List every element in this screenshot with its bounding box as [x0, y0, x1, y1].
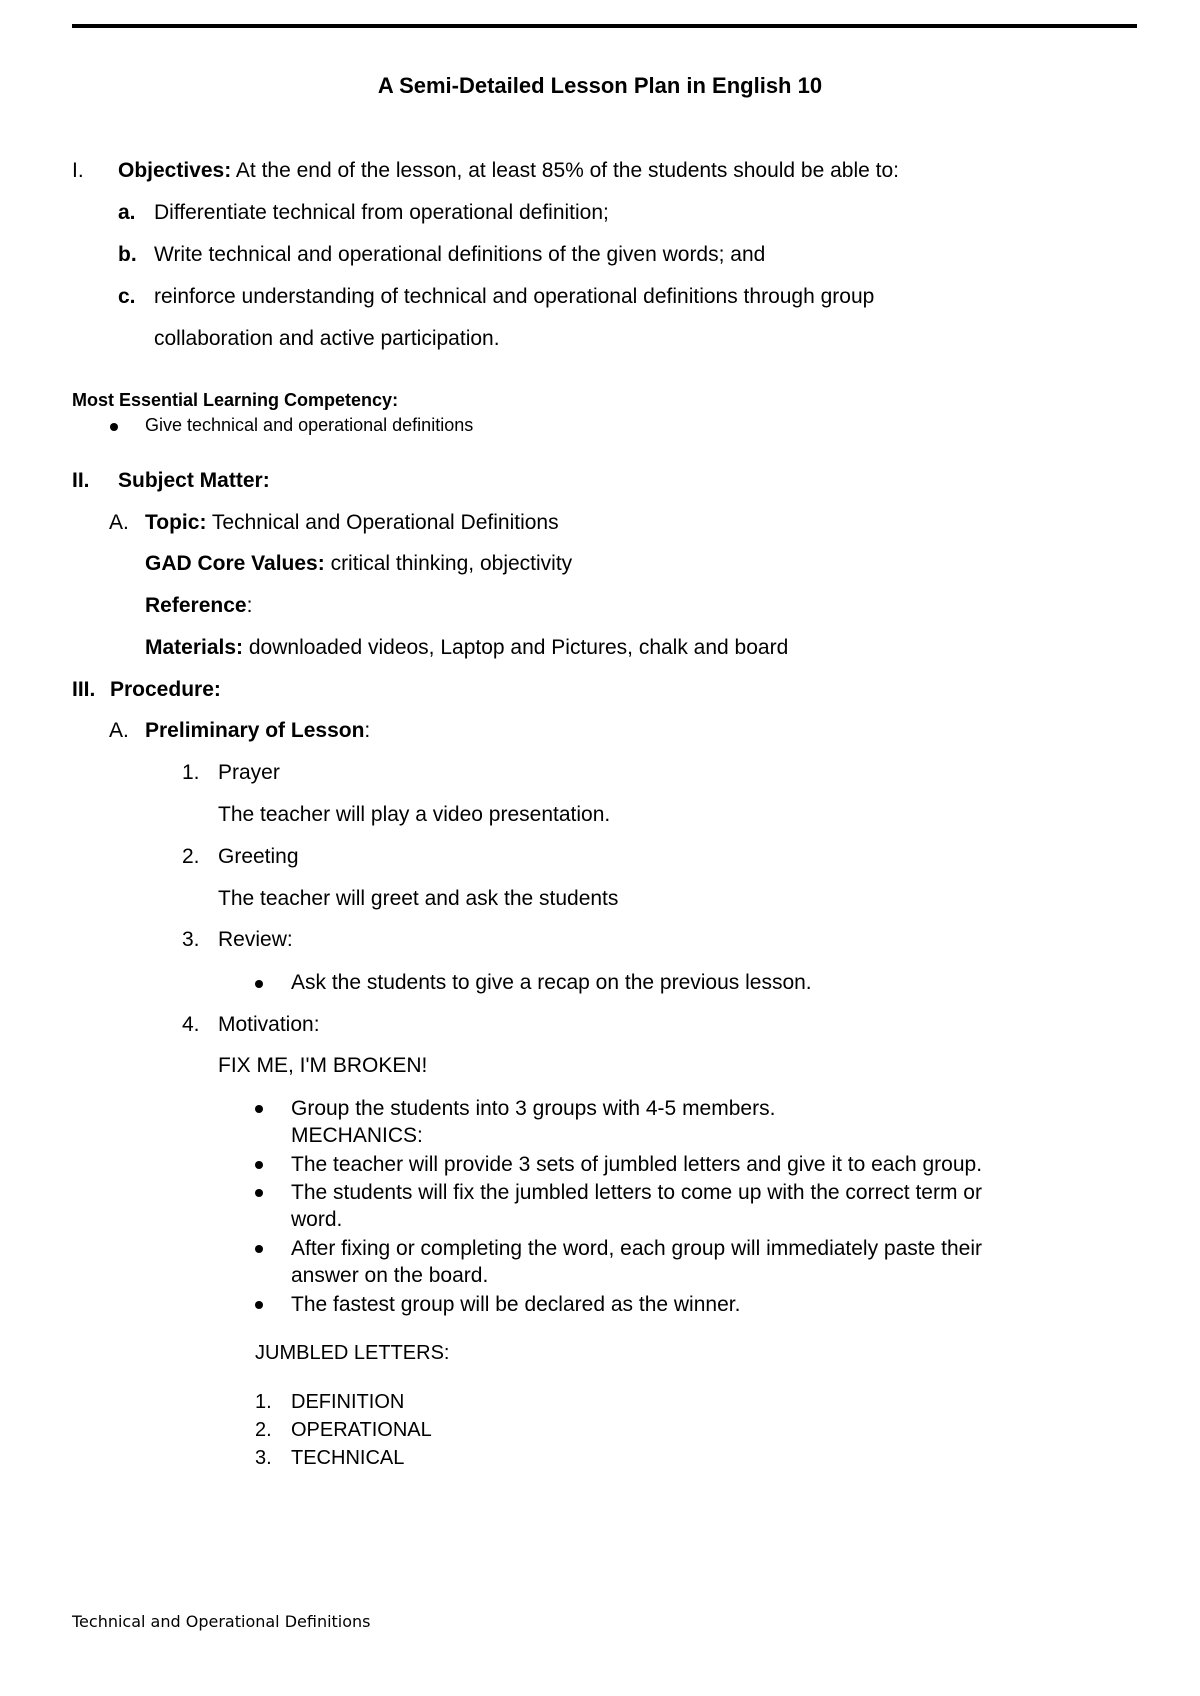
objectives-intro: At the end of the lesson, at least 85% of the students should be able to: [231, 159, 900, 182]
prelim-colon: : [364, 719, 371, 742]
objectives-line [118, 159, 899, 183]
page-footer: Technical and Operational Definitions [72, 1612, 371, 1631]
topic-label: Topic: [145, 511, 207, 534]
reference-line [145, 594, 252, 618]
gad-line [145, 552, 572, 576]
mot-bullet-2: The teacher will provide 3 sets of jumbled letters and give it to each group. [291, 1153, 983, 1176]
step-num-1: 1. [182, 761, 200, 784]
mot-bullet-5: The fastest group will be declared as the winner. [291, 1293, 741, 1316]
step-title-3: Review: [218, 928, 293, 951]
mot-bullet-icon-1 [255, 1105, 263, 1113]
mot-bullet-icon-3 [255, 1189, 263, 1197]
melc-bullet-icon [110, 423, 118, 431]
objective-letter-b: b. [118, 243, 137, 266]
jumbled-word-1: DEFINITION [291, 1391, 405, 1413]
prelim-label: Preliminary of Lesson [145, 719, 365, 742]
materials-line [145, 636, 788, 660]
objective-text-b: Write technical and operational definitions of the given words; and [154, 243, 766, 266]
step-num-2: 2. [182, 845, 200, 868]
objective-text-a: Differentiate technical from operational definition; [154, 201, 609, 224]
melc-label: Most Essential Learning Competency: [72, 390, 399, 410]
mot-bullet-4: After fixing or completing the word, each group will immediately paste their [291, 1237, 982, 1260]
mot-bullet-3-cont: word. [291, 1208, 343, 1231]
step-detail-4: FIX ME, I'M BROKEN! [218, 1054, 428, 1077]
jumbled-word-3: TECHNICAL [291, 1447, 405, 1469]
review-bullet-text: Ask the students to give a recap on the previous lesson. [291, 971, 812, 994]
subject-label: Subject Matter: [118, 469, 270, 492]
jumbled-num-1: 1. [255, 1391, 272, 1413]
mot-bullet-1: Group the students into 3 groups with 4-5 members. [291, 1097, 776, 1120]
mot-bullet-icon-5 [255, 1301, 263, 1309]
procedure-numeral: III. [72, 678, 96, 701]
jumbled-num-3: 3. [255, 1447, 272, 1469]
objectives-numeral: I. [72, 159, 84, 182]
step-title-1: Prayer [218, 761, 280, 784]
procedure-label: Procedure: [110, 678, 221, 701]
mot-bullet-3: The students will fix the jumbled letters to come up with the correct term or [291, 1181, 982, 1204]
subject-numeral: II. [72, 469, 90, 492]
step-num-4: 4. [182, 1013, 200, 1036]
subject-letter: A. [109, 511, 129, 534]
gad-value: critical thinking, objectivity [324, 552, 573, 575]
jumbled-num-2: 2. [255, 1419, 272, 1441]
review-bullet-icon [255, 980, 263, 988]
jumbled-label: JUMBLED LETTERS: [255, 1342, 450, 1364]
objective-letter-c: c. [118, 285, 136, 308]
mot-bullet-icon-4 [255, 1245, 263, 1253]
prelim-letter: A. [109, 719, 129, 742]
step-num-3: 3. [182, 928, 200, 951]
reference-label: Reference [145, 594, 247, 617]
gad-label: GAD Core Values: [145, 552, 325, 575]
objectives-label: Objectives: [118, 159, 232, 182]
mot-bullet-4-cont: answer on the board. [291, 1264, 489, 1287]
step-detail-2: The teacher will greet and ask the students [218, 887, 619, 910]
materials-label: Materials: [145, 636, 244, 659]
reference-colon: : [246, 594, 253, 617]
topic-line [145, 511, 559, 535]
step-title-4: Motivation: [218, 1013, 320, 1036]
mechanics-label: MECHANICS: [291, 1124, 423, 1147]
prelim-line [145, 719, 370, 743]
step-detail-1: The teacher will play a video presentation. [218, 803, 611, 826]
page-title: A Semi-Detailed Lesson Plan in English 10 [377, 73, 823, 98]
materials-value: downloaded videos, Laptop and Pictures, chalk and board [243, 636, 789, 659]
step-title-2: Greeting [218, 845, 299, 868]
objective-text-c: reinforce understanding of technical and operational definitions through group [154, 285, 875, 308]
jumbled-word-2: OPERATIONAL [291, 1419, 432, 1441]
mot-bullet-icon-2 [255, 1161, 263, 1169]
objective-text-c-cont: collaboration and active participation. [154, 327, 500, 350]
top-rule [72, 24, 1137, 28]
topic-value: Technical and Operational Definitions [206, 511, 559, 534]
melc-item: Give technical and operational definitions [145, 415, 474, 435]
objective-letter-a: a. [118, 201, 136, 224]
